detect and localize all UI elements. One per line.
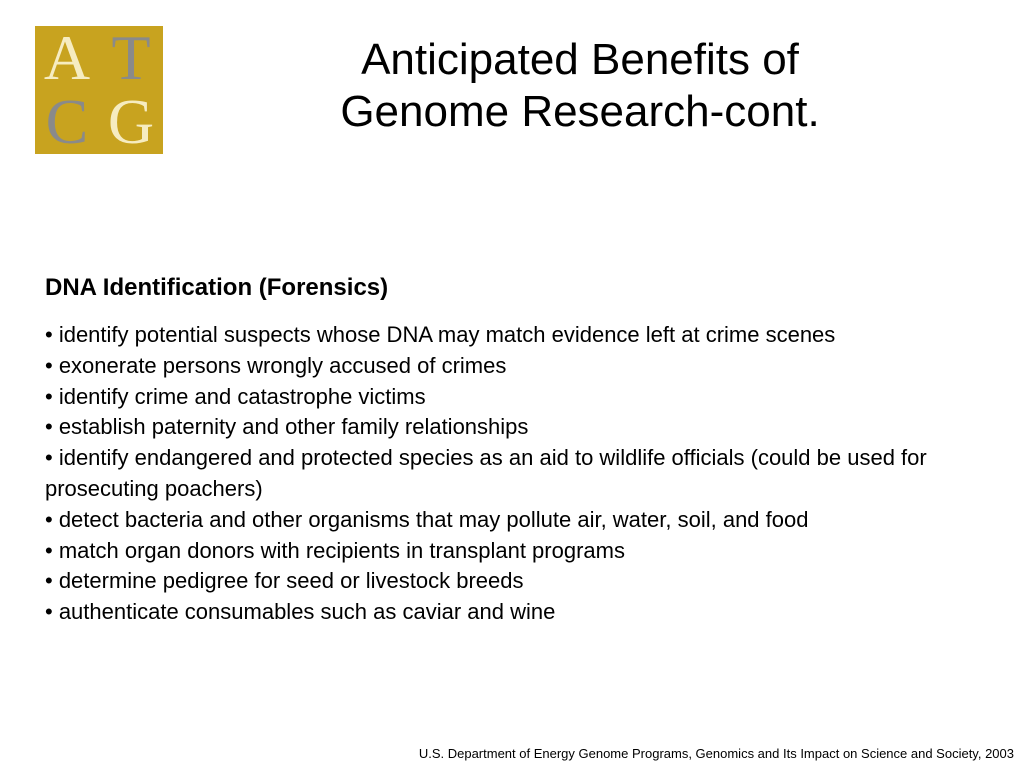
bullet-item: • identify endangered and protected species as an aid to wildlife officials (could be used for prosecuting poachers) xyxy=(45,445,927,501)
slide-title-line-2: Genome Research-cont. xyxy=(340,87,820,136)
benefits-bullet-list xyxy=(45,320,985,628)
logo-letter-g: G xyxy=(107,86,155,154)
logo-letter-a: A xyxy=(43,26,91,93)
bullet-item: • detect bacteria and other organisms that may pollute air, water, soil, and food xyxy=(45,506,809,532)
bullet-item: • exonerate persons wrongly accused of crimes xyxy=(45,352,507,378)
slide-title-line-1: Anticipated Benefits of xyxy=(361,35,799,84)
bullet-item: • identify crime and catastrophe victims xyxy=(45,383,426,409)
logo-letter-c: C xyxy=(45,86,89,154)
bullet-item: • determine pedigree for seed or livestock breeds xyxy=(45,568,524,594)
section-heading: DNA Identification (Forensics) xyxy=(45,274,389,301)
bullet-item: • identify potential suspects whose DNA may match evidence left at crime scenes xyxy=(45,322,836,347)
bullet-item: • authenticate consumables such as caviar and wine xyxy=(45,599,556,625)
bullet-item: • establish paternity and other family relationships xyxy=(45,414,529,440)
slide-title xyxy=(240,34,920,138)
source-citation: U.S. Department of Energy Genome Programs, Genomics and Its Impact on Science and Society, 2003 xyxy=(418,746,1014,761)
logo-letter-t: T xyxy=(111,26,151,93)
bullet-item: • match organ donors with recipients in transplant programs xyxy=(45,537,625,563)
atcg-logo xyxy=(35,26,163,154)
